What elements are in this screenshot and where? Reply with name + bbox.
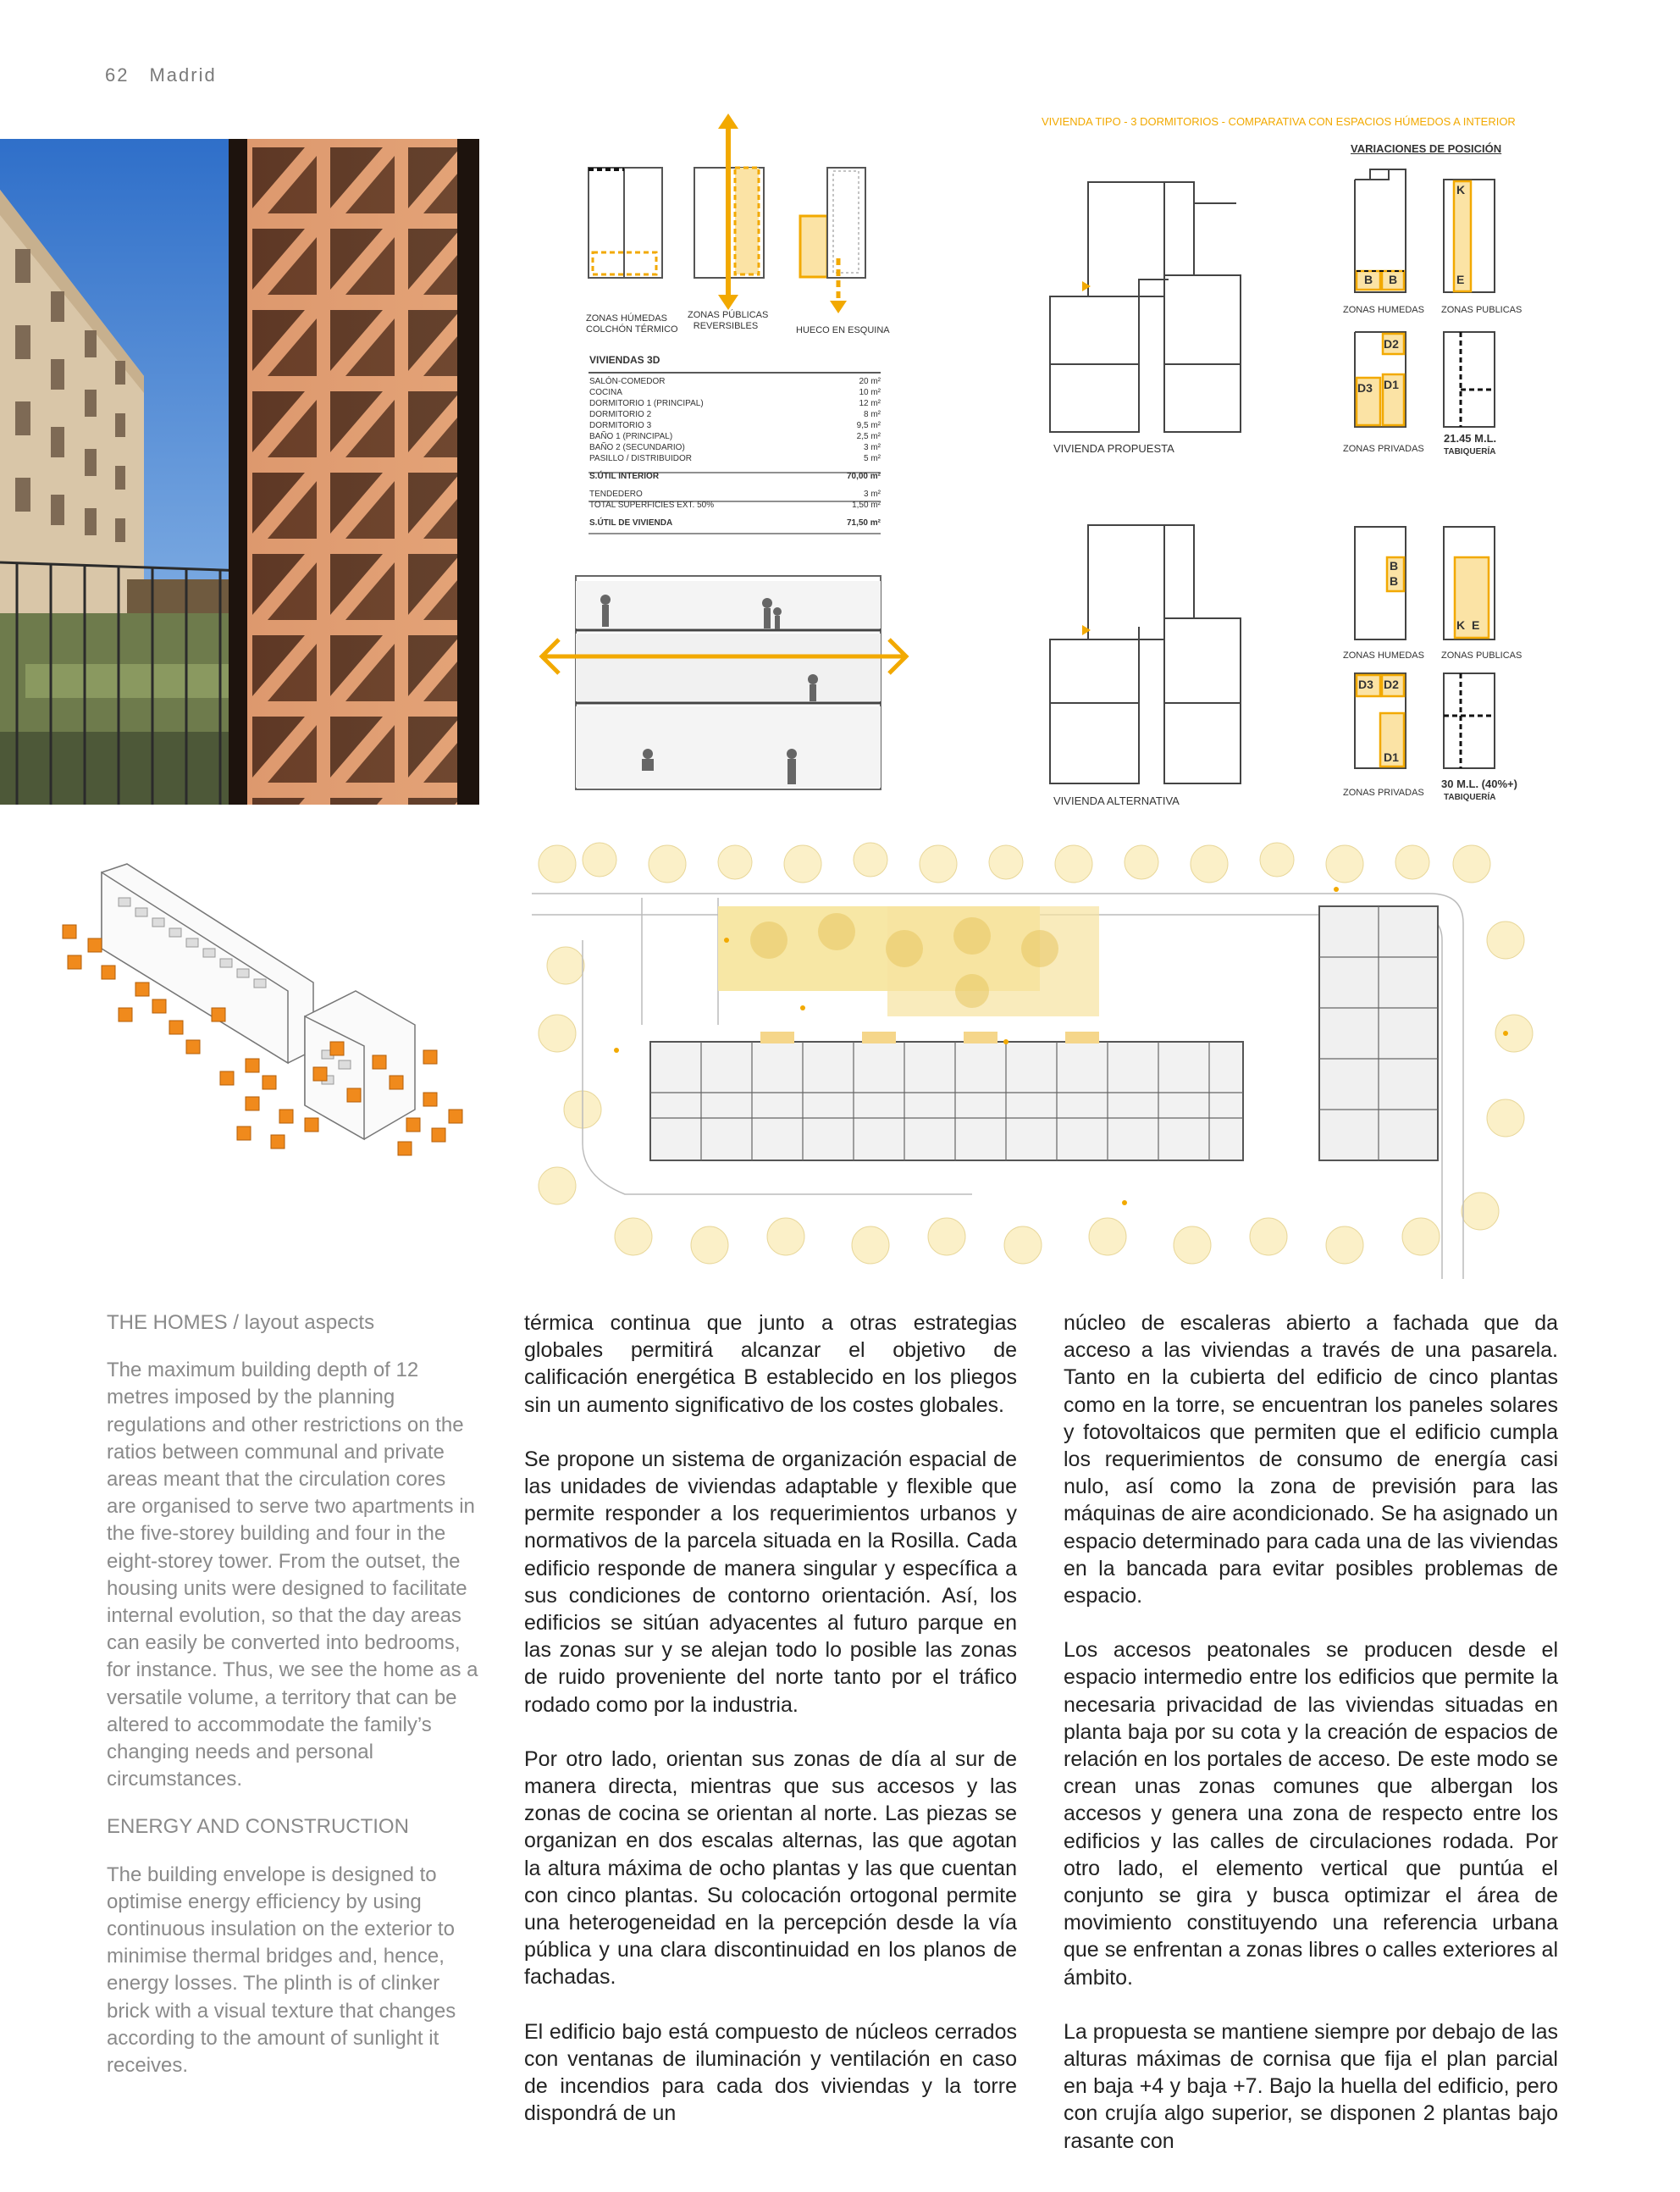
table-row — [589, 442, 881, 453]
tag-b: B — [1390, 559, 1399, 573]
label-private-2: ZONAS PRIVADAS — [1343, 788, 1424, 798]
table-row-total — [589, 518, 881, 529]
paragraph: La propuesta se mantiene siempre por debajo de las alturas máximas de cornisa que fija el plan parcial en baja +4 y baja +7. Bajo la huella del edificio, pero con crujía algo superior, se disponen 2 plantas bajo rasante con — [1064, 2019, 1558, 2153]
label-public-1: ZONAS PUBLICAS — [1441, 305, 1522, 315]
label-public-zones-line1: ZONAS PÚBLICAS — [688, 310, 769, 320]
row-value: 3 m² — [864, 443, 881, 452]
paragraph-the-homes: The maximum building depth of 12 metres imposed by the planning regulations and other restrictions on the ratios between communal and private areas meant that the circulation cores are organised to serve two apartments in the five-storey building and four in the eight-storey tower. From the outset, the housing units were designed to facilitate internal evolution, so that the day areas can easily be converted into bedrooms, for instance. Thus, we see the home as a versatile volume, a territory that can be altered to accommodate the family’s changing needs and personal circumstances. — [107, 1359, 478, 1791]
table-row — [589, 420, 881, 431]
areas-table — [589, 376, 881, 529]
label-wet-zones-line2: COLCHÓN TÉRMICO — [586, 324, 678, 335]
tag-d1: D1 — [1384, 378, 1399, 391]
row-value: 12 m² — [859, 399, 881, 408]
axonometric-drawing — [51, 855, 491, 1160]
page-number: 62 — [105, 64, 130, 86]
row-value: 8 m² — [864, 410, 881, 419]
row-name: DORMITORIO 2 — [589, 410, 652, 419]
building-photo — [0, 139, 479, 805]
site-plan — [532, 839, 1561, 1279]
paragraph: térmica continua que junto a otras estrategias globales permitirá alcanzar el objetivo de calificación energética B establecido en los pliegos sin un aumento significativo de los costes globales. — [524, 1311, 1017, 1417]
row-value: 20 m² — [859, 377, 881, 386]
label-alternative: VIVIENDA ALTERNATIVA — [1053, 794, 1180, 807]
paragraph: Por otro lado, orientan sus zonas de día al sur de manera directa, mientras que sus accesos y las zonas de cocina se orientan al norte. Las piezas se organizan en dos escalas alternas, las que agotan la altura máxima de ocho plantas y las que cuentan con cinco plantas. Su colocación ortogonal permite una heterogeneidad en la percepción desde la vía pública y una clara discontinuidad en los planos de fachadas. — [524, 1746, 1017, 1990]
paragraph: Los accesos peatonales se producen desde el espacio intermedio entre los edificios que permite la necesaria privacidad de las viviendas situadas en planta baja por su cota y la creación de espacios de relación en los portales de acceso. De este modo se crean unas zonas comunes que albergan los accesos y genera una zona de respecto entre los edificios y las calles de circulaciones rodada. Por otro lado, el elemento vertical que puntúa el conjunto se gira y busca optimizar el área de movimiento constituyendo una referencia urbana que se enfrentan a zonas libres o calles exteriores al ámbito. — [1064, 1638, 1558, 1990]
site-plan-drawing — [532, 839, 1561, 1279]
label-ml-2: 30 M.L. (40%+) — [1441, 778, 1517, 790]
row-value: 71,50 m² — [846, 518, 881, 528]
label-public-zones — [688, 310, 769, 332]
row-value: 9,5 m² — [856, 421, 881, 430]
label-partition-1: TABIQUERÍA — [1444, 447, 1496, 457]
row-name: BAÑO 2 (SECUNDARIO) — [589, 443, 685, 452]
row-name: COCINA — [589, 388, 622, 397]
table-row — [589, 376, 881, 387]
spanish-column-2 — [1064, 1309, 1558, 2182]
label-humid-1: ZONAS HUMEDAS — [1343, 305, 1424, 315]
table-row — [589, 453, 881, 464]
tag-e: E — [1472, 618, 1480, 632]
row-name: DORMITORIO 1 (PRINCIPAL) — [589, 399, 704, 408]
english-column — [107, 1309, 479, 2100]
spanish-column-1 — [524, 1309, 1017, 2154]
paragraph: El edificio bajo está compuesto de núcleos cerrados con ventanas de iluminación y ventilación en caso de incendios para cada dos viviendas y la torre dispondrá de un — [524, 2019, 1017, 2126]
label-partition-2: TABIQUERÍA — [1444, 793, 1496, 802]
row-name: S.ÚTIL DE VIVIENDA — [589, 518, 673, 528]
table-row-interior — [589, 471, 881, 482]
tag-e: E — [1456, 273, 1465, 286]
row-name: TENDEDERO — [589, 490, 643, 499]
tag-b: B — [1389, 273, 1398, 286]
tag-d3: D3 — [1358, 678, 1373, 691]
row-value: 2,5 m² — [856, 432, 881, 441]
tag-d2: D2 — [1384, 678, 1399, 691]
tag-b: B — [1364, 273, 1373, 286]
row-value: 70,00 m² — [846, 472, 881, 481]
table-row — [589, 387, 881, 398]
floor-plans-drawing — [1033, 110, 1558, 813]
row-value: 1,50 m² — [852, 501, 881, 510]
row-name: S.ÚTIL INTERIOR — [589, 472, 660, 481]
label-proposed: VIVIENDA PROPUESTA — [1053, 442, 1174, 455]
row-name: TOTAL SUPERFICIES EXT. 50% — [589, 501, 715, 510]
row-value: 10 m² — [859, 388, 881, 397]
paragraph: núcleo de escaleras abierto a fachada que da acceso a las viviendas a través de una pasarela. Tanto en la cubierta del edificio de cinco plantas como en la torre, se encuentran los paneles solares y fotovoltaicos que permiten que el edificio cumpla los requerimientos de consumo de energía casi nulo, así como la zona de previsión para las máquinas de aire acondicionado. Se ha asignado un espacio determinado para cada una de las viviendas en la bancada para evitar posibles problemas de espacio. — [1064, 1311, 1558, 1608]
label-humid-2: ZONAS HUMEDAS — [1343, 650, 1424, 661]
table-row — [589, 409, 881, 420]
paragraph-energy: The building envelope is designed to optimise energy efficiency by using continuous insulation on the exterior to minimise thermal bridges and, hence, energy losses. The plinth is of clinker brick with a visual texture that changes according to the amount of sunlight it receives. — [107, 1863, 456, 2078]
row-name: PASILLO / DISTRIBUIDOR — [589, 454, 692, 463]
label-wet-zones — [586, 313, 678, 335]
floor-plans-comparison — [1033, 110, 1558, 813]
variations-title: VARIACIONES DE POSICIÓN — [1351, 142, 1502, 155]
tag-b: B — [1390, 574, 1399, 588]
label-public-zones-line2: REVERSIBLES — [693, 321, 759, 331]
label-corner: HUECO EN ESQUINA — [796, 325, 890, 335]
table-row-exterior — [589, 500, 881, 511]
label-public-2: ZONAS PUBLICAS — [1441, 650, 1522, 661]
tag-d2: D2 — [1384, 337, 1399, 351]
table-row — [589, 431, 881, 442]
label-private-1: ZONAS PRIVADAS — [1343, 444, 1424, 454]
plan-title: VIVIENDA TIPO - 3 DORMITORIOS - COMPARATIVA CON ESPACIOS HÚMEDOS A INTERIOR — [1042, 115, 1516, 128]
table-row-tendedero — [589, 489, 881, 500]
building-photo-illustration — [0, 139, 479, 805]
tag-k: K — [1456, 618, 1466, 632]
table-title: VIVIENDAS 3D — [589, 354, 660, 366]
row-name: BAÑO 1 (PRINCIPAL) — [589, 432, 673, 441]
tag-k: K — [1456, 183, 1466, 197]
label-wet-zones-line1: ZONAS HÚMEDAS — [586, 313, 667, 324]
heading-the-homes: THE HOMES / layout aspects — [107, 1311, 375, 1334]
row-name: DORMITORIO 3 — [589, 421, 652, 430]
table-row — [589, 398, 881, 409]
tag-d1: D1 — [1384, 750, 1399, 764]
housing-zones-diagram — [525, 110, 931, 813]
row-value: 3 m² — [864, 490, 881, 499]
paragraph: Se propone un sistema de organización espacial de las unidades de viviendas adaptable y flexible que permite responder a los requerimientos urbanos y normativos de la parcela situada en la Rosilla. Cada edificio responde de manera singular y específica a sus condiciones de contorno orientación. Así, los edificios se sitúan adyacentes al futuro parque en las zonas sur y se alejan todo lo posible las zonas de ruido proveniente del norte tanto por el tráfico rodado como por la industria. — [524, 1447, 1017, 1717]
row-name: SALÓN-COMEDOR — [589, 377, 666, 386]
section-title: Madrid — [149, 64, 217, 86]
tag-d3: D3 — [1357, 381, 1373, 395]
row-value: 5 m² — [864, 454, 881, 463]
running-header — [105, 64, 217, 86]
heading-energy: ENERGY AND CONSTRUCTION — [107, 1815, 409, 1839]
axonometric-diagram — [51, 855, 491, 1160]
label-ml-1: 21.45 M.L. — [1444, 432, 1497, 445]
